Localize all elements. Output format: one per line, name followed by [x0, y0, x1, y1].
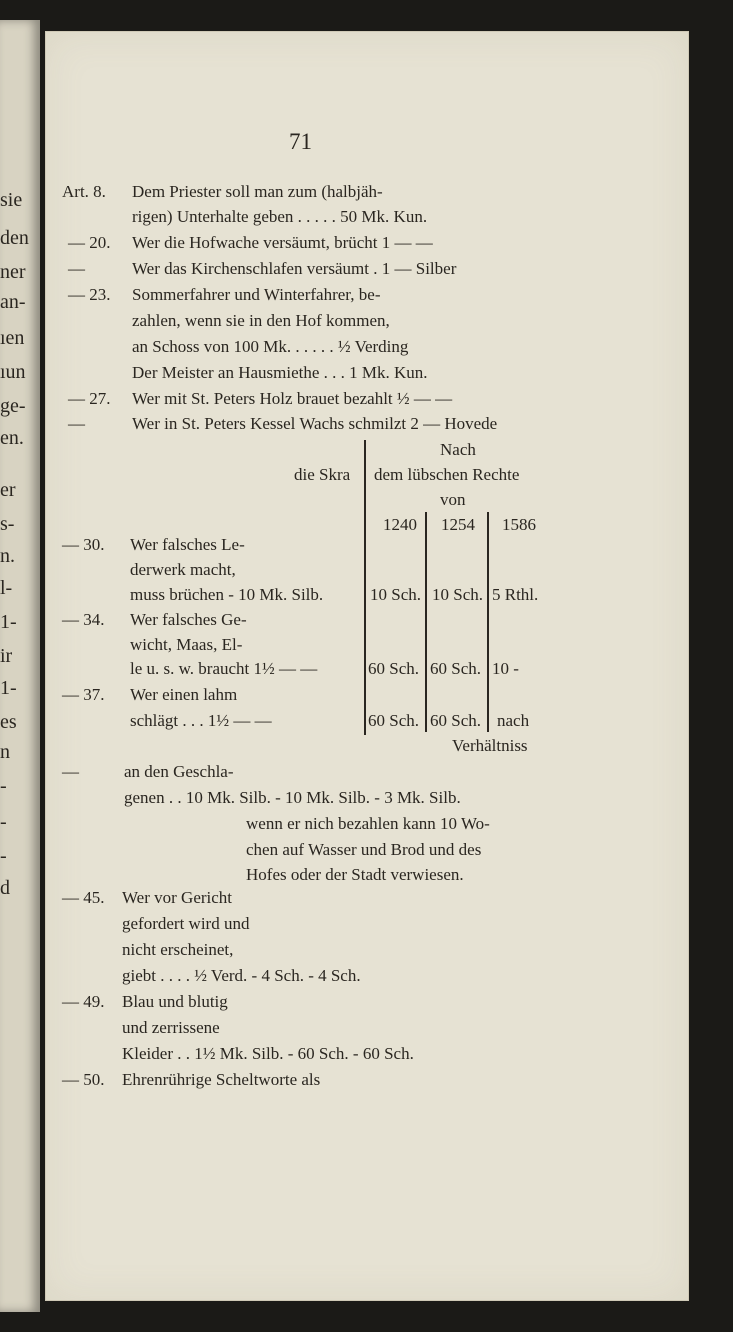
text-line: — 23. — [68, 285, 111, 304]
text-line: — 34. — [62, 610, 105, 629]
facing-page-fragment: en. — [0, 427, 24, 449]
text-line: und zerrissene — [122, 1018, 220, 1037]
text-line: 60 Sch. — [430, 711, 481, 730]
text-line: 60 Sch. — [368, 659, 419, 678]
text-line: rigen) Unterhalte geben . . . . . 50 Mk. Kun. — [132, 207, 428, 226]
text-line: 10 Sch. — [432, 585, 483, 604]
text-line: le u. s. w. braucht 1½ — — — [130, 659, 318, 678]
text-line: nach — [497, 711, 530, 730]
text-line: 60 Sch. — [430, 659, 481, 678]
text-line: 60 Sch. — [368, 711, 419, 730]
text-line: 1240 — [383, 515, 417, 534]
page-number: 71 — [289, 129, 312, 154]
facing-page-fragment: s- — [0, 513, 15, 535]
text-line: Hofes oder der Stadt verwiesen. — [246, 865, 464, 884]
text-line: Der Meister an Hausmiethe . . . 1 Mk. Kun. — [132, 363, 428, 382]
text-line: chen auf Wasser und Brod und des — [246, 840, 482, 859]
text-line: muss brüchen - 10 Mk. Silb. — [130, 585, 324, 604]
facing-page-fragment: ner — [0, 261, 26, 283]
facing-page-fragment: d — [0, 877, 10, 899]
facing-page-fragment: den — [0, 227, 29, 249]
facing-page-fragment: er — [0, 479, 16, 501]
facing-page-fragment: - — [0, 775, 7, 797]
text-line: Wer mit St. Peters Holz brauet bezahlt ½ — — — [132, 389, 453, 408]
text-line: 1586 — [502, 515, 536, 534]
text-line: Wer falsches Ge- — [130, 610, 247, 629]
text-line: giebt . . . . ½ Verd. - 4 Sch. - 4 Sch. — [122, 966, 361, 985]
text-line: an Schoss von 100 Mk. . . . . . ½ Verding — [132, 337, 409, 356]
text-line: Kleider . . 1½ Mk. Silb. - 60 Sch. - 60 Sch. — [122, 1044, 414, 1063]
text-line: dem lübschen Rechte — [374, 465, 520, 484]
text-line: Art. 8. — [62, 182, 106, 201]
text-line: gefordert wird und — [122, 914, 250, 933]
text-line: Nach — [440, 440, 476, 459]
text-line: 5 Rthl. — [492, 585, 539, 604]
facing-page-fragment: es — [0, 711, 17, 733]
text-line: Dem Priester soll man zum (halbjäh- — [132, 182, 383, 201]
text-line: Wer einen lahm — [130, 685, 238, 704]
facing-page-fragment: n — [0, 741, 10, 763]
text-line: Wer in St. Peters Kessel Wachs schmilzt 2 — Hovede — [132, 414, 498, 433]
text-line: Sommerfahrer und Winterfahrer, be- — [132, 285, 381, 304]
text-line: 10 - — [492, 659, 519, 678]
text-line: genen . . 10 Mk. Silb. - 10 Mk. Silb. - 3 Mk. Silb. — [124, 788, 461, 807]
text-line: schlägt . . . 1½ — — — [130, 711, 272, 730]
text-line: — — [68, 414, 85, 433]
text-line: 1254 — [441, 515, 475, 534]
text-line: wenn er nich bezahlen kann 10 Wo- — [246, 814, 490, 833]
table-rule — [364, 440, 366, 735]
text-line: — — [68, 259, 85, 278]
facing-page-fragment: ir — [0, 645, 13, 667]
text-line: wicht, Maas, El- — [130, 635, 243, 654]
text-line: 10 Sch. — [370, 585, 421, 604]
text-line: an den Geschla- — [124, 762, 234, 781]
text-line: Wer falsches Le- — [130, 535, 245, 554]
text-line: nicht erscheinet, — [122, 940, 234, 959]
text-line: die Skra — [294, 465, 351, 484]
text-line: derwerk macht, — [130, 560, 236, 579]
text-line: — 49. — [62, 992, 105, 1011]
text-line: — 20. — [68, 233, 111, 252]
facing-page-fragment: ge- — [0, 395, 26, 417]
text-line: — 27. — [68, 389, 111, 408]
table-rule — [425, 512, 427, 732]
text-line: zahlen, wenn sie in den Hof kommen, — [132, 311, 390, 330]
text-line: — 45. — [62, 888, 105, 907]
facing-page-fragment: - — [0, 811, 7, 833]
text-line: — — [62, 762, 79, 781]
text-line: von — [440, 490, 466, 509]
facing-page-fragment: 1- — [0, 611, 17, 633]
text-line: Verhältniss — [452, 736, 528, 755]
text-line: — 50. — [62, 1070, 105, 1089]
text-line: — 30. — [62, 535, 105, 554]
facing-page-fragment: 1- — [0, 677, 17, 699]
facing-page-fragment: sie — [0, 189, 23, 211]
text-line: Wer das Kirchenschlafen versäumt . 1 — Silber — [132, 259, 457, 278]
text-line: Wer vor Gericht — [122, 888, 233, 907]
table-rule — [487, 512, 489, 732]
text-line: Ehrenrührige Scheltworte als — [122, 1070, 321, 1089]
facing-page-fragment: an- — [0, 291, 26, 313]
text-line: Wer die Hofwache versäumt, brücht 1 — — — [132, 233, 433, 252]
facing-page-fragment: ıen — [0, 327, 25, 349]
facing-page-fragment: ıun — [0, 361, 26, 383]
text-line: — 37. — [62, 685, 105, 704]
text-line: Blau und blutig — [122, 992, 228, 1011]
facing-page-fragment: l- — [0, 577, 13, 599]
facing-page-fragment: - — [0, 845, 7, 867]
facing-page-fragment: n. — [0, 545, 15, 567]
